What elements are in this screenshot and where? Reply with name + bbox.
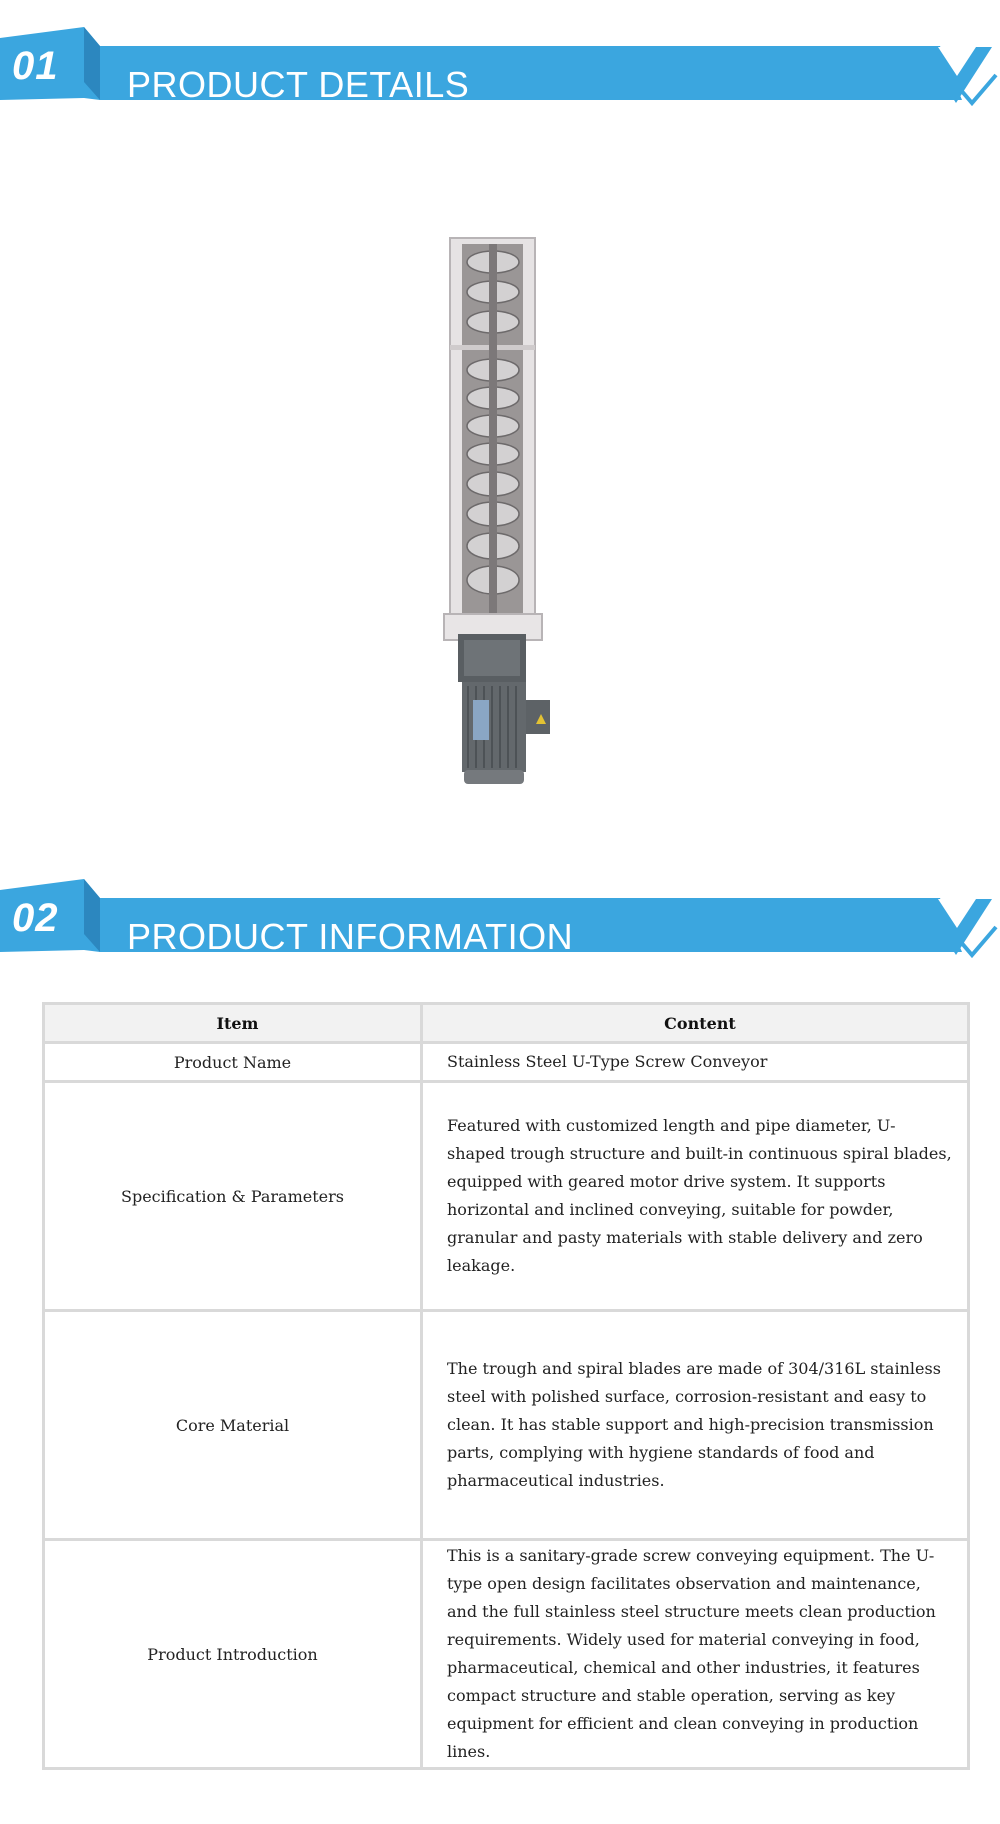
row-content: Stainless Steel U-Type Screw Conveyor (422, 1043, 969, 1082)
screw-conveyor-image (440, 230, 590, 800)
row-item-label: Specification & Parameters (44, 1082, 422, 1311)
row-content: This is a sanitary-grade screw conveying equipment. The U-type open design facilitates observation and maintenance, and the full stainless steel structure meets clean production requirements. Widely used for material conveying in food, pharmaceutical, chemical and other industries, it features compact structure and stable operation, serving as key equipment for efficient and clean conveying in production lines. (422, 1540, 969, 1769)
row-content: The trough and spiral blades are made of 304/316L stainless steel with polished surface, corrosion-resistant and easy to clean. It has stable support and high-precision transmission parts, complying with hygiene standards of food and pharmaceutical industries. (422, 1311, 969, 1540)
table-row (44, 1043, 969, 1082)
row-item-label: Product Name (44, 1043, 422, 1082)
row-item-label: Product Introduction (44, 1540, 422, 1769)
product-info-table (42, 1002, 970, 1770)
table-row (44, 1540, 969, 1769)
section-title: PRODUCT INFORMATION (127, 916, 574, 957)
section-title: PRODUCT DETAILS (127, 64, 470, 105)
section-banner-product-information (0, 872, 1000, 982)
section-number: 02 (12, 896, 59, 940)
section-number: 01 (12, 44, 59, 88)
section-banner-product-details (0, 20, 1000, 130)
header-item: Item (44, 1004, 422, 1043)
table-row (44, 1082, 969, 1311)
table-header-row (44, 1004, 969, 1043)
header-content: Content (422, 1004, 969, 1043)
row-content: Featured with customized length and pipe diameter, U-shaped trough structure and built-in continuous spiral blades, equipped with geared motor drive system. It supports horizontal and inclined conveying, suitable for powder, granular and pasty materials with stable delivery and zero leakage. (422, 1082, 969, 1311)
row-item-label: Core Material (44, 1311, 422, 1540)
table-row (44, 1311, 969, 1540)
